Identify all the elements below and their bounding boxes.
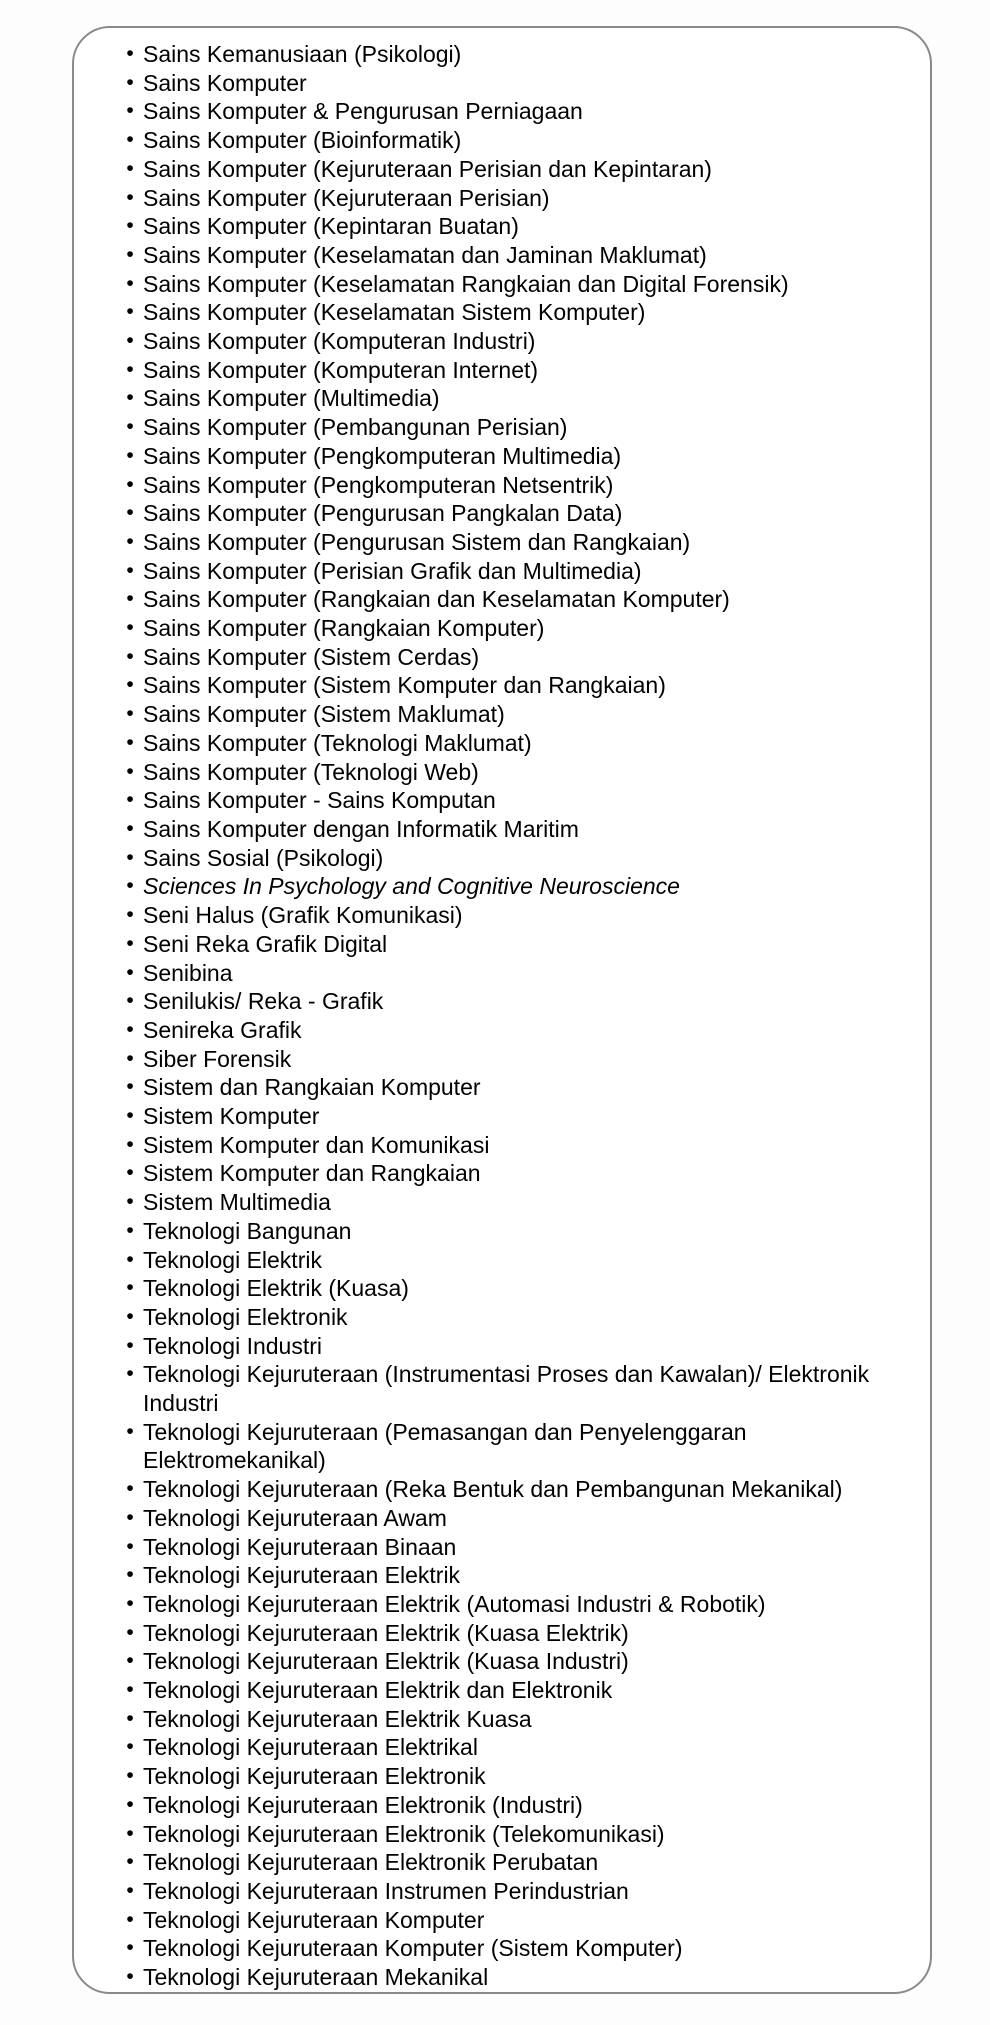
bullet-icon: • — [126, 1017, 134, 1041]
list-item — [74, 1274, 930, 1303]
bullet-icon: • — [126, 1591, 134, 1615]
list-item — [74, 1705, 930, 1734]
bullet-icon: • — [126, 300, 134, 324]
bullet-icon: • — [126, 501, 134, 525]
list-item — [74, 930, 930, 959]
bullet-icon: • — [126, 214, 134, 238]
program-name: Teknologi Elektronik — [143, 1303, 348, 1330]
program-name: Sains Komputer — [143, 69, 307, 96]
bullet-icon: • — [126, 587, 134, 611]
program-name: Sains Komputer (Sistem Komputer dan Rangkaian) — [143, 672, 666, 699]
program-name: Sains Komputer (Keselamatan dan Jaminan Maklumat) — [143, 241, 707, 268]
list-item — [74, 471, 930, 500]
bullet-icon: • — [126, 99, 134, 123]
list-item — [74, 1533, 930, 1562]
list-item — [74, 528, 930, 557]
program-name: Sistem Komputer dan Rangkaian — [143, 1160, 481, 1187]
program-name: Sains Komputer - Sains Komputan — [143, 787, 496, 814]
program-name: Teknologi Kejuruteraan Elektrik Kuasa — [143, 1705, 532, 1732]
program-name: Sains Komputer & Pengurusan Perniagaan — [143, 98, 583, 125]
bullet-icon: • — [126, 1419, 134, 1443]
list-item — [74, 1820, 930, 1849]
list-item — [74, 442, 930, 471]
bullet-icon: • — [126, 1821, 134, 1845]
list-item — [74, 1332, 930, 1361]
program-name: Sistem Komputer dan Komunikasi — [143, 1131, 490, 1158]
list-item — [74, 499, 930, 528]
program-name: Teknologi Kejuruteraan Elektrik (Kuasa Industri) — [143, 1648, 629, 1675]
bullet-icon: • — [126, 1190, 134, 1214]
bullet-icon: • — [126, 156, 134, 180]
bullet-icon: • — [126, 1792, 134, 1816]
bullet-icon: • — [126, 271, 134, 295]
program-name: Sains Komputer (Rangkaian dan Keselamatan Komputer) — [143, 586, 730, 613]
bullet-icon: • — [126, 1534, 134, 1558]
bullet-icon: • — [126, 1620, 134, 1644]
list-item — [74, 69, 930, 98]
list-item — [74, 1418, 930, 1475]
list-item — [74, 844, 930, 873]
list-item — [74, 1016, 930, 1045]
bullet-icon: • — [126, 673, 134, 697]
program-name: Teknologi Kejuruteraan Awam — [143, 1504, 447, 1531]
bullet-icon: • — [126, 931, 134, 955]
bullet-icon: • — [126, 128, 134, 152]
program-name: Sains Komputer (Teknologi Web) — [143, 758, 479, 785]
program-name: Teknologi Kejuruteraan Elektrik — [143, 1562, 461, 1589]
bullet-icon: • — [126, 816, 134, 840]
list-item — [74, 1733, 930, 1762]
bullet-icon: • — [126, 1333, 134, 1357]
list-item — [74, 1762, 930, 1791]
list-item — [74, 155, 930, 184]
list-item — [74, 1619, 930, 1648]
program-name: Senibina — [143, 959, 233, 986]
program-name: Sains Komputer (Keselamatan Rangkaian dan Digital Forensik) — [143, 270, 789, 297]
program-name: Seni Halus (Grafik Komunikasi) — [143, 902, 463, 929]
bullet-icon: • — [126, 845, 134, 869]
list-item — [74, 815, 930, 844]
list-item — [74, 1246, 930, 1275]
bullet-icon: • — [126, 415, 134, 439]
program-name: Sains Komputer (Sistem Cerdas) — [143, 643, 480, 670]
bullet-icon: • — [126, 1247, 134, 1271]
program-name: Teknologi Kejuruteraan Komputer (Sistem Komputer) — [143, 1935, 683, 1962]
list-item — [74, 413, 930, 442]
program-name: Teknologi Kejuruteraan Elektronik — [143, 1763, 486, 1790]
bullet-icon: • — [126, 874, 134, 898]
list-item — [74, 1934, 930, 1963]
program-name: Sains Komputer (Pengurusan Sistem dan Rangkaian) — [143, 528, 691, 555]
list-item — [74, 97, 930, 126]
list-item — [74, 1303, 930, 1332]
list-item — [74, 1360, 930, 1417]
program-name: Teknologi Kejuruteraan Binaan — [143, 1533, 457, 1560]
list-item — [74, 729, 930, 758]
bullet-icon: • — [126, 1965, 134, 1989]
bullet-icon: • — [126, 616, 134, 640]
bullet-icon: • — [126, 558, 134, 582]
list-item — [74, 126, 930, 155]
program-name: Sains Komputer (Bioinformatik) — [143, 127, 462, 154]
bullet-icon: • — [126, 1735, 134, 1759]
program-name: Teknologi Bangunan — [143, 1217, 352, 1244]
list-item — [74, 1131, 930, 1160]
list-item — [74, 241, 930, 270]
program-name: Sains Komputer (Kejuruteraan Perisian) — [143, 184, 550, 211]
program-name: Sains Sosial (Psikologi) — [143, 844, 384, 871]
bullet-icon: • — [126, 1132, 134, 1156]
program-name: Teknologi Industri — [143, 1332, 322, 1359]
program-name: Sains Komputer (Komputeran Internet) — [143, 356, 539, 383]
program-name: Teknologi Kejuruteraan (Instrumentasi Proses dan Kawalan)/ Elektronik Industri — [143, 1361, 870, 1417]
bullet-icon: • — [126, 1649, 134, 1673]
program-name: Teknologi Kejuruteraan Elektrik dan Elektronik — [143, 1677, 613, 1704]
list-item — [74, 585, 930, 614]
list-item — [74, 1963, 930, 1992]
program-name: Teknologi Kejuruteraan Elektrik (Automasi Industri & Robotik) — [143, 1590, 766, 1617]
list-item — [74, 786, 930, 815]
program-name: Teknologi Kejuruteraan (Pemasangan dan Penyelenggaran Elektromekanikal) — [143, 1418, 747, 1474]
program-name: Teknologi Kejuruteraan Elektrik (Kuasa Elektrik) — [143, 1619, 629, 1646]
list-item — [74, 1159, 930, 1188]
program-name: Senireka Grafik — [143, 1016, 302, 1043]
program-name: Sains Komputer (Sistem Maklumat) — [143, 701, 505, 728]
program-name: Sains Komputer (Pengkomputeran Netsentrik) — [143, 471, 614, 498]
bullet-icon: • — [126, 185, 134, 209]
bullet-icon: • — [126, 1879, 134, 1902]
program-name: Teknologi Kejuruteraan Elektronik Perubatan — [143, 1849, 599, 1876]
program-name: Teknologi Kejuruteraan (Reka Bentuk dan Pembangunan Mekanikal) — [143, 1476, 843, 1503]
program-list-panel — [72, 26, 932, 1994]
bullet-icon: • — [126, 443, 134, 467]
bullet-icon: • — [126, 42, 134, 65]
bullet-icon: • — [126, 529, 134, 553]
bullet-icon: • — [126, 242, 134, 266]
list-item — [74, 1676, 930, 1705]
list-item — [74, 1188, 930, 1217]
list-item — [74, 557, 930, 586]
list-item — [74, 212, 930, 241]
program-name: Teknologi Kejuruteraan Elektrikal — [143, 1734, 478, 1761]
bullet-icon: • — [126, 1477, 134, 1501]
list-item — [74, 298, 930, 327]
list-item — [74, 1791, 930, 1820]
list-item — [74, 356, 930, 385]
list-item — [74, 1590, 930, 1619]
program-list — [74, 28, 930, 1992]
program-name: Sistem dan Rangkaian Komputer — [143, 1074, 481, 1101]
program-name: Teknologi Kejuruteraan Komputer — [143, 1906, 485, 1933]
bullet-icon: • — [126, 1678, 134, 1702]
program-name: Sains Komputer (Rangkaian Komputer) — [143, 615, 545, 642]
list-item — [74, 1561, 930, 1590]
list-item — [74, 643, 930, 672]
bullet-icon: • — [126, 989, 134, 1013]
bullet-icon: • — [126, 1907, 134, 1931]
list-item — [74, 1906, 930, 1935]
program-name: Teknologi Kejuruteraan Mekanikal — [143, 1964, 489, 1991]
program-name: Teknologi Elektrik (Kuasa) — [143, 1275, 409, 1302]
bullet-icon: • — [126, 1936, 134, 1960]
program-name: Sains Komputer dengan Informatik Maritim — [143, 815, 579, 842]
list-item — [74, 1848, 930, 1877]
bullet-icon: • — [126, 1563, 134, 1587]
bullet-icon: • — [126, 472, 134, 496]
bullet-icon: • — [126, 1764, 134, 1788]
bullet-icon: • — [126, 903, 134, 927]
bullet-icon: • — [126, 1304, 134, 1328]
list-item — [74, 1102, 930, 1131]
program-name: Siber Forensik — [143, 1045, 292, 1072]
program-name: Sains Kemanusiaan (Psikologi) — [143, 41, 462, 67]
bullet-icon: • — [126, 70, 134, 94]
bullet-icon: • — [126, 788, 134, 812]
bullet-icon: • — [126, 730, 134, 754]
bullet-icon: • — [126, 386, 134, 410]
list-item — [74, 270, 930, 299]
list-item — [74, 184, 930, 213]
list-item — [74, 1647, 930, 1676]
bullet-icon: • — [126, 1218, 134, 1242]
list-item — [74, 1073, 930, 1102]
list-item — [74, 1504, 930, 1533]
bullet-icon: • — [126, 1706, 134, 1730]
bullet-icon: • — [126, 1505, 134, 1529]
list-item — [74, 1217, 930, 1246]
program-name: Teknologi Kejuruteraan Elektronik (Telekomunikasi) — [143, 1820, 665, 1847]
bullet-icon: • — [126, 1276, 134, 1300]
program-name: Seni Reka Grafik Digital — [143, 930, 388, 957]
bullet-icon: • — [126, 357, 134, 381]
list-item — [74, 327, 930, 356]
bullet-icon: • — [126, 1104, 134, 1128]
list-item — [74, 1045, 930, 1074]
program-name: Sains Komputer (Perisian Grafik dan Multimedia) — [143, 557, 642, 584]
program-name: Teknologi Elektrik — [143, 1246, 322, 1273]
list-item — [74, 959, 930, 988]
program-name: Sains Komputer (Pengkomputeran Multimedia) — [143, 442, 622, 469]
list-item — [74, 384, 930, 413]
bullet-icon: • — [126, 1161, 134, 1185]
list-item — [74, 671, 930, 700]
bullet-icon: • — [126, 759, 134, 783]
program-name: Sains Komputer (Kepintaran Buatan) — [143, 213, 519, 240]
program-name: Sains Komputer (Pembangunan Perisian) — [143, 414, 568, 441]
program-name: Sains Komputer (Komputeran Industri) — [143, 328, 536, 355]
list-item — [74, 614, 930, 643]
program-name: Sains Komputer (Keselamatan Sistem Komputer) — [143, 299, 646, 326]
bullet-icon: • — [126, 1850, 134, 1874]
list-item — [74, 40, 930, 69]
program-name: Teknologi Kejuruteraan Instrumen Perindustrian — [143, 1878, 629, 1904]
bullet-icon: • — [126, 1046, 134, 1070]
program-name: Teknologi Kejuruteraan Elektronik (Industri) — [143, 1791, 583, 1818]
list-item — [74, 901, 930, 930]
list-item — [74, 872, 930, 901]
bullet-icon: • — [126, 644, 134, 668]
program-name: Sistem Multimedia — [143, 1189, 331, 1216]
bullet-icon: • — [126, 702, 134, 726]
program-name: Sciences In Psychology and Cognitive Neuroscience — [143, 873, 680, 900]
list-item — [74, 1475, 930, 1504]
bullet-icon: • — [126, 329, 134, 353]
program-name: Senilukis/ Reka - Grafik — [143, 988, 384, 1015]
program-name: Sistem Komputer — [143, 1103, 320, 1130]
program-name: Sains Komputer (Pengurusan Pangkalan Data) — [143, 500, 623, 527]
list-item — [74, 1877, 930, 1906]
list-item — [74, 987, 930, 1016]
bullet-icon: • — [126, 1075, 134, 1099]
program-name: Sains Komputer (Multimedia) — [143, 385, 440, 412]
bullet-icon: • — [126, 1362, 134, 1386]
program-name: Sains Komputer (Teknologi Maklumat) — [143, 729, 532, 756]
list-item — [74, 758, 930, 787]
list-item — [74, 700, 930, 729]
program-name: Sains Komputer (Kejuruteraan Perisian dan Kepintaran) — [143, 155, 712, 182]
bullet-icon: • — [126, 960, 134, 984]
